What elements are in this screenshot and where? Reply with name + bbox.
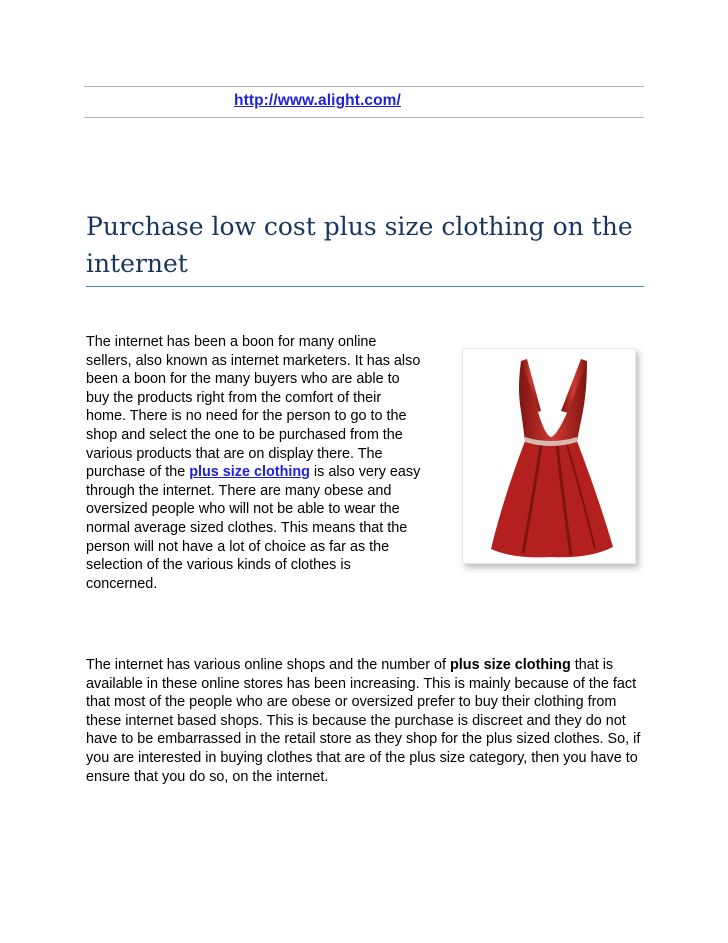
plus-size-clothing-link[interactable]: plus size clothing [189,464,310,481]
article-title: Purchase low cost plus size clothing on the internet [86,212,633,278]
paragraph-1-text: The internet has been a boon for many online sellers, also known as internet marketers. It has also been a boon for the many buyers who are able to buy the products right from the comfort of their home. There is no need for the person to go to the shop and select the one to be purchased from the various products that are on display there. The purchase of the [86,334,421,481]
paragraph-2-text: The internet has various online shops and the number of [86,657,450,673]
dress-skirt [491,441,613,557]
paragraph-1-text-continued: is also very easy through the internet. There are many obese and oversized people who will not be able to wear the normal average sized clothes. This means that the person will not have a lot of choice as far as the selection of the various kinds of clothes is concerned. [86,464,421,592]
header-top-divider [84,86,644,87]
title-underline-divider [86,286,644,287]
plus-size-clothing-bold: plus size clothing [450,657,571,673]
site-url-link[interactable]: http://www.alight.com/ [234,92,401,109]
image-frame [462,348,636,564]
product-image [430,348,646,570]
article-paragraph-1 [86,333,646,593]
header-bottom-divider [84,117,644,118]
red-dress-illustration [463,349,635,563]
paragraph-2-text-continued: that is available in these online stores has been increasing. This is mainly because of the fact that most of the people who are obese or oversized prefer to buy their clothing from these internet based shops. This is because the purchase is discreet and they do not have to be embarrassed in the retail store as they shop for the plus sized clothes. So, if you are interested in buying clothes that are of the plus size category, then you have to ensure that you do so, on the internet. [86,657,641,785]
page-header [84,86,644,118]
article-paragraph-2 [86,656,646,786]
